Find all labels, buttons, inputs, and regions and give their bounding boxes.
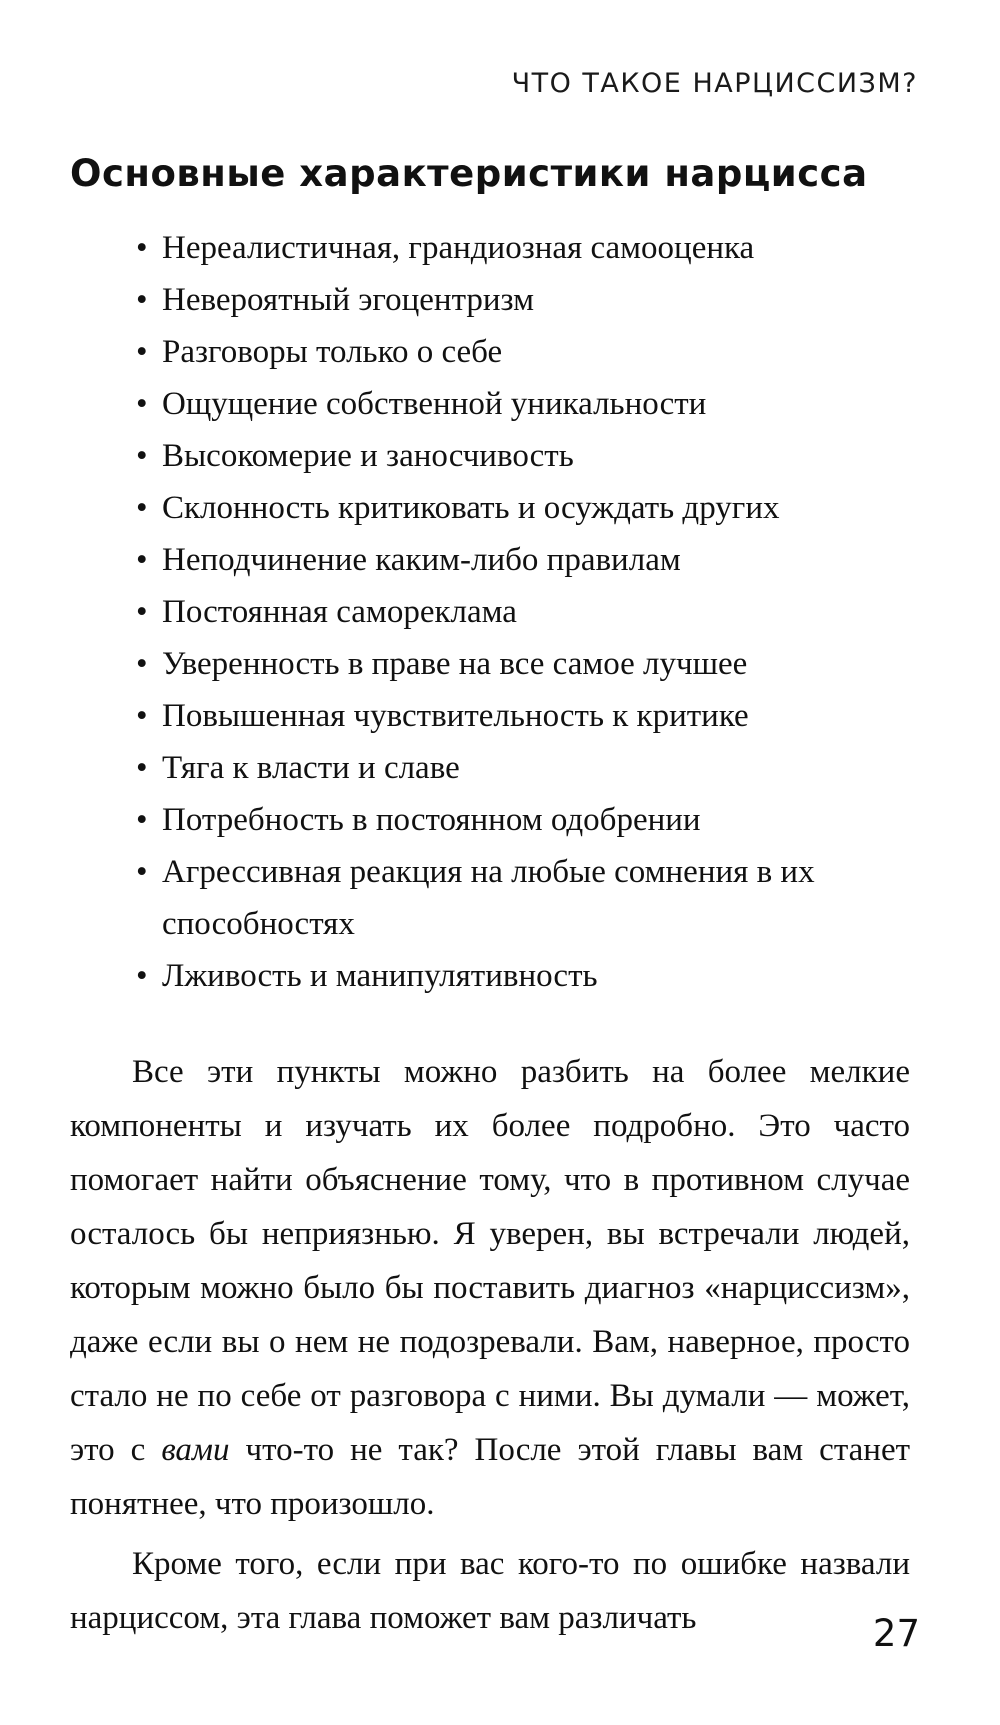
list-item: • Высокомерие и заносчивость — [136, 430, 936, 482]
list-item: • Уверенность в праве на все самое лучшее — [136, 638, 936, 690]
list-item: • Разговоры только о себе — [136, 326, 936, 378]
list-item: • Неподчинение каким-либо правилам — [136, 534, 936, 586]
body-text — [70, 1045, 910, 1645]
paragraph-text: Все эти пункты можно разбить на более мелкие компоненты и изучать их более подробно. Это часто помогает найти объяснение тому, что в противном случае осталось бы неприязнью. Я уверен, вы встречали людей, которым можно было бы поставить диагноз «нарциссизм», даже если вы о нем не подозревали. Вам, наверное, просто стало не по себе от разговора с ними. Вы думали — может, это с — [70, 1054, 910, 1468]
emphasis-text: вами — [161, 1432, 230, 1468]
section-title: Основные характеристики нарцисса — [70, 152, 868, 195]
paragraph-text: что-то не так? После этой главы вам станет понятнее, что произошло. — [70, 1432, 911, 1522]
list-item: • Повышенная чувствительность к критике — [136, 690, 936, 742]
list-item: • Потребность в постоянном одобрении — [136, 794, 936, 846]
list-item: • Лживость и манипулятивность — [136, 950, 936, 1002]
paragraph: Кроме того, если при вас кого-то по ошибке назвали нарциссом, эта глава поможет вам различать — [70, 1546, 910, 1636]
list-item: • Склонность критиковать и осуждать других — [136, 482, 936, 534]
list-item: • Ощущение собственной уникальности — [136, 378, 936, 430]
page-number: 27 — [872, 1612, 920, 1655]
characteristics-list — [136, 222, 936, 1002]
list-item: • Невероятный эгоцентризм — [136, 274, 936, 326]
list-item: • Агрессивная реакция на любые сомнения в их способностях — [136, 846, 936, 950]
running-head: ЧТО ТАКОЕ НАРЦИССИЗМ? — [511, 68, 918, 99]
list-item: • Тяга к власти и славе — [136, 742, 936, 794]
list-item: • Постоянная самореклама — [136, 586, 936, 638]
list-item: • Нереалистичная, грандиозная самооценка — [136, 222, 936, 274]
paragraph — [70, 1045, 910, 1531]
